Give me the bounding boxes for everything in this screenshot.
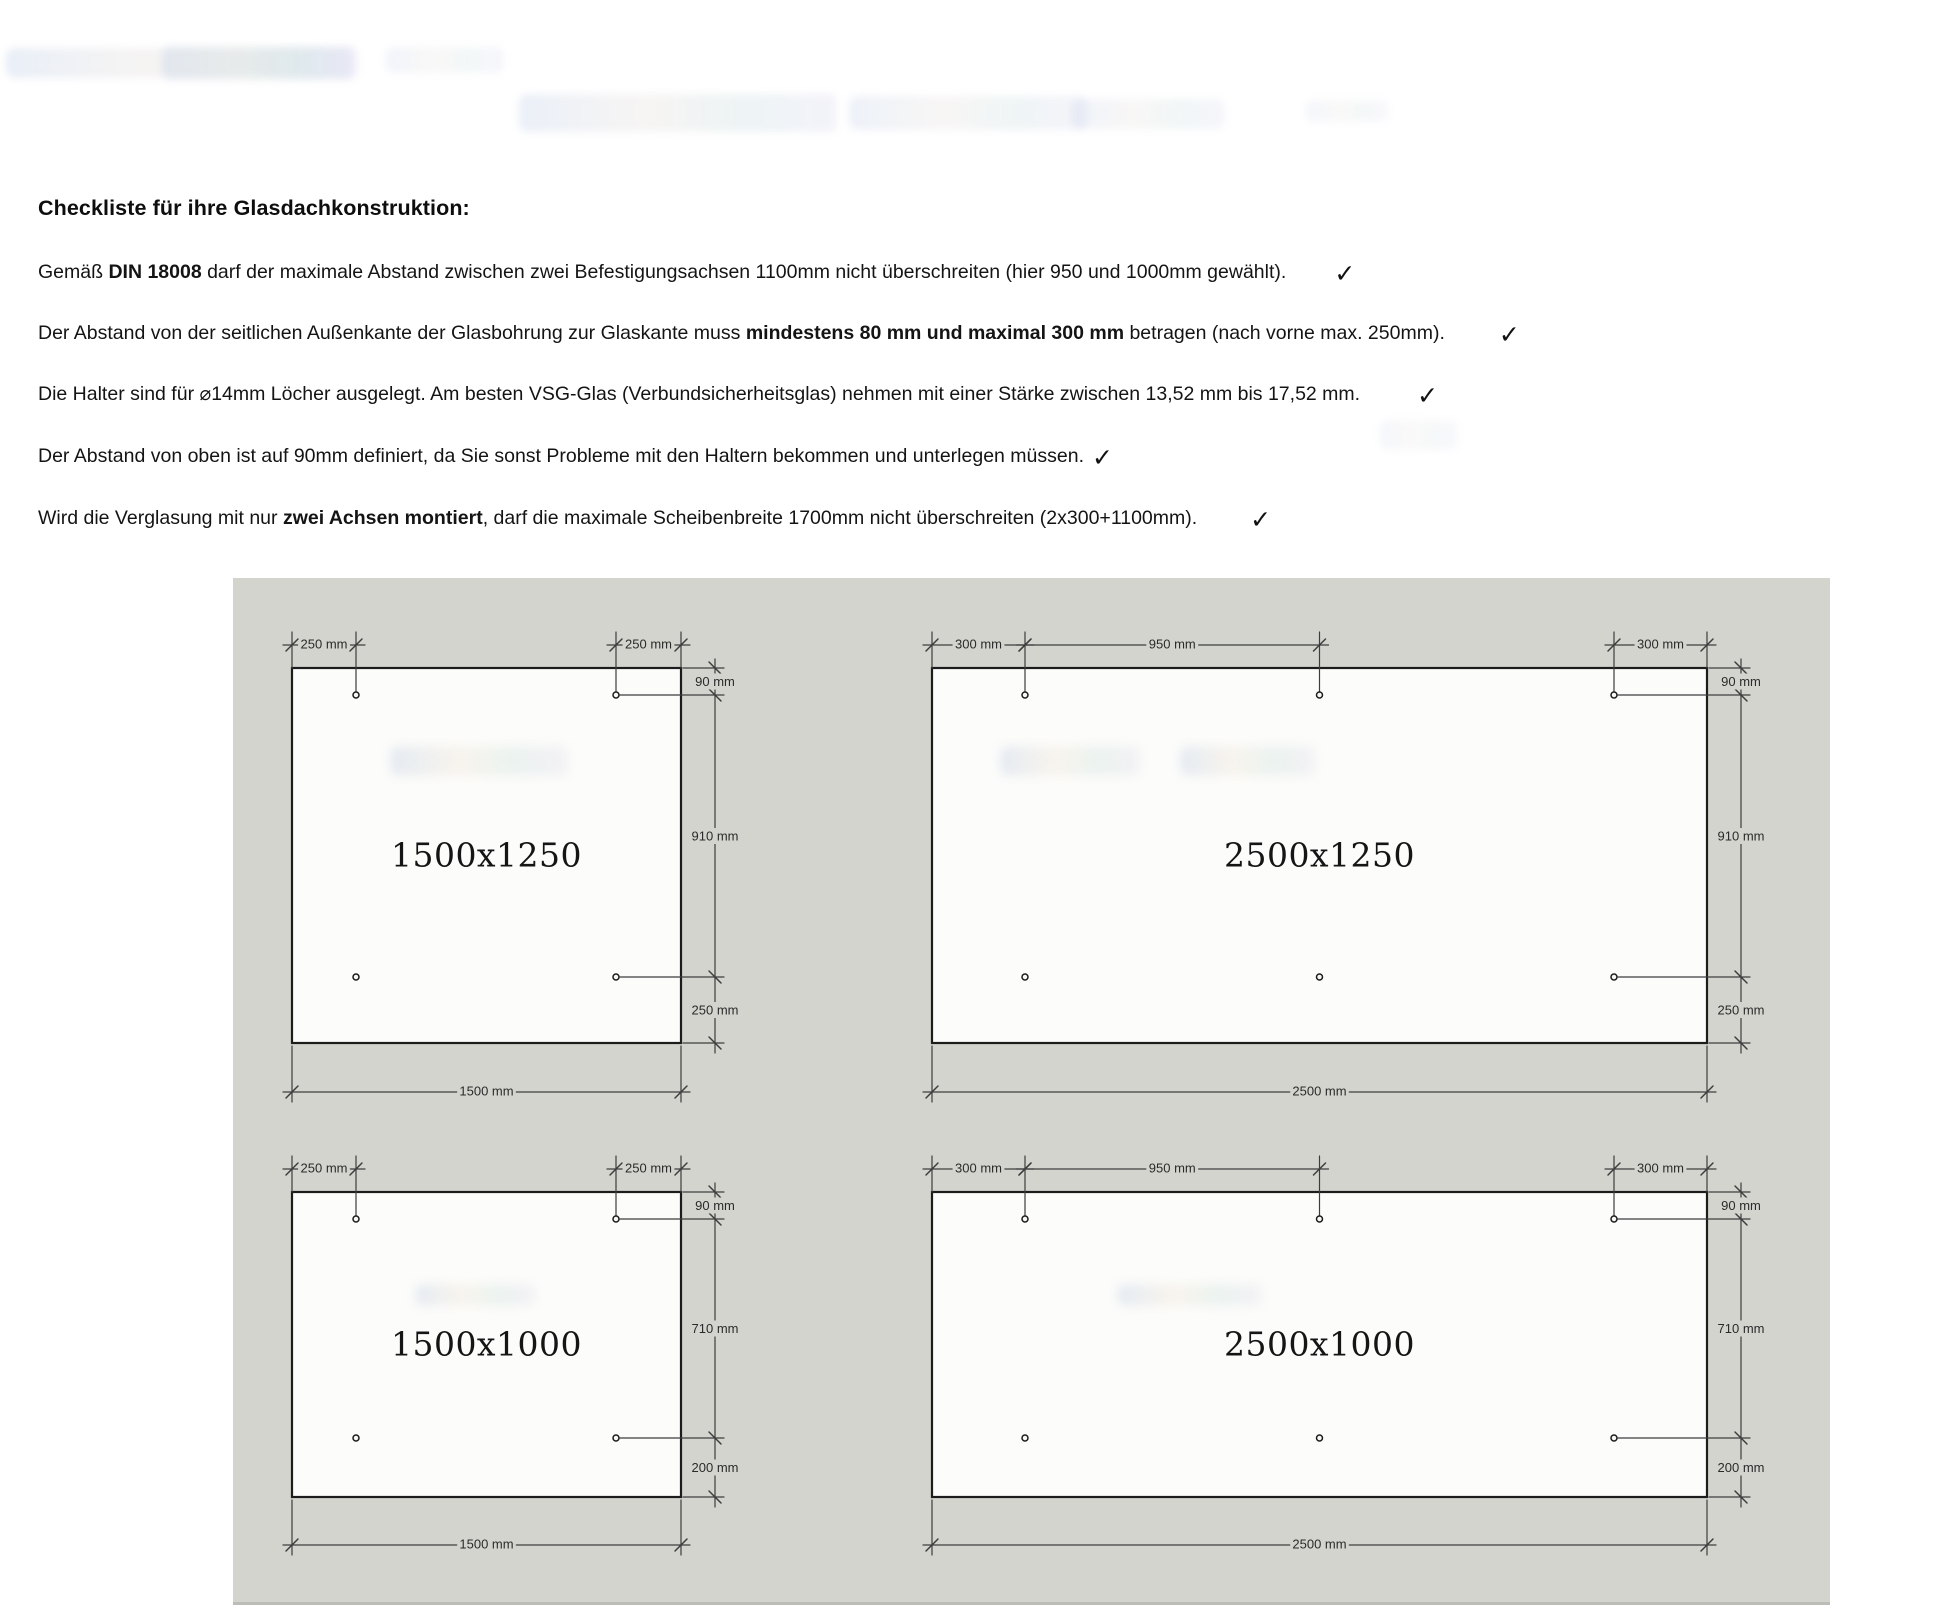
blurred-artifact [519,94,837,132]
drill-hole-icon [1317,1216,1323,1222]
drill-hole-icon [613,692,619,698]
item-text: Der Abstand von oben ist auf 90mm definiert, da Sie sonst Probleme mit den Haltern bekommen und unterlegen müssen. [38,445,1084,467]
blurred-artifact [6,48,354,78]
checkmark-icon: ✓ [1250,505,1272,534]
blurred-artifact [849,96,1087,130]
blurred-artifact [1180,746,1315,776]
dim-label: 90 mm [695,674,735,689]
drill-hole-icon [1317,692,1323,698]
item-text: Der Abstand von der seitlichen Außenkante der Glasbohrung zur Glaskante muss [38,322,746,344]
diagram-2500x1000 [923,1156,1765,1555]
dim-label: 910 mm [691,828,739,844]
glass-size-label: 1500x1000 [390,1324,583,1364]
checklist-item [38,504,1271,532]
dim-label: 250 mm [625,1160,672,1176]
checkmark-icon: ✓ [1498,320,1520,349]
blurred-artifact [415,1284,535,1306]
glass-size-label: 2500x1000 [1223,1324,1416,1364]
drill-hole-icon [1022,974,1028,980]
diagram-1500x1250 [283,632,739,1102]
checkmark-icon: ✓ [1334,259,1356,288]
dim-label: 2500 mm [1292,1536,1347,1552]
blurred-artifact [386,47,504,73]
dim-label: 200 mm [1717,1460,1765,1475]
checklist-item [38,380,1438,408]
drill-hole-icon [613,974,619,980]
dim-label: 1500 mm [459,1083,514,1099]
drill-hole-icon [1317,974,1323,980]
glass-dimension-drawings [233,578,1830,1602]
drill-hole-icon [613,1216,619,1222]
item-text: darf der maximale Abstand zwischen zwei Befestigungsachsen 1100mm nicht überschreiten (hier 950 und 1000mm gewählt). [201,261,1287,283]
diagram-panel [233,578,1830,1605]
dim-label: 200 mm [691,1460,739,1475]
drill-hole-icon [1022,1216,1028,1222]
drill-hole-icon [1022,1435,1028,1441]
dim-label: 90 mm [695,1198,735,1213]
drill-hole-icon [613,1435,619,1441]
item-text: Gemäß [38,261,109,283]
blurred-artifact [162,46,357,80]
dim-label: 250 mm [691,1002,739,1018]
drill-hole-icon [1611,1435,1617,1441]
item-text: Wird die Verglasung mit nur [38,507,283,529]
dim-label: 950 mm [1148,1160,1196,1176]
drill-hole-icon [1611,692,1617,698]
dim-label: 90 mm [1721,674,1761,689]
drill-hole-icon [353,1216,359,1222]
item-text: , darf die maximale Scheibenbreite 1700mm nicht überschreiten (2x300+1100mm). [482,507,1198,529]
dim-label: 250 mm [625,636,672,652]
checklist-item [38,319,1520,347]
diagram-1500x1000 [283,1156,739,1555]
drill-hole-icon [353,1435,359,1441]
dim-label: 250 mm [1717,1002,1765,1018]
checklist-item [38,258,1355,286]
checkmark-icon: ✓ [1092,443,1113,472]
dim-label: 300 mm [1637,636,1684,652]
dim-label: 910 mm [1717,828,1765,844]
drill-hole-icon [353,692,359,698]
blurred-artifact [1117,1284,1262,1306]
checklist-item [38,442,1113,470]
blurred-artifact [1072,99,1224,129]
dim-label: 710 mm [691,1321,739,1336]
diagram-2500x1250 [923,632,1765,1102]
item-text-bold: DIN 18008 [108,261,202,283]
dim-label: 2500 mm [1292,1083,1347,1099]
dim-label: 710 mm [1717,1321,1765,1336]
drill-hole-icon [1611,974,1617,980]
dim-label: 90 mm [1721,1198,1761,1213]
item-text: Die Halter sind für ⌀14mm Löcher ausgelegt. Am besten VSG-Glas (Verbundsicherheitsglas) nehmen mit einer Stärke zwischen 13,52 mm bis 17,52 mm. [38,383,1361,405]
drill-hole-icon [1317,1435,1323,1441]
blurred-artifact [1380,420,1458,450]
dim-label: 300 mm [1637,1160,1684,1176]
drill-hole-icon [353,974,359,980]
blurred-artifact [390,746,568,776]
blurred-artifact [1306,100,1388,122]
dim-label: 250 mm [300,1160,348,1176]
drill-hole-icon [1022,692,1028,698]
dim-label: 300 mm [955,636,1002,652]
dim-label: 1500 mm [459,1536,514,1552]
drill-hole-icon [1611,1216,1617,1222]
dim-label: 300 mm [955,1160,1002,1176]
dim-label: 250 mm [300,636,348,652]
item-text-bold: zwei Achsen montiert [282,507,483,529]
blurred-artifact [1000,746,1140,776]
glass-size-label: 2500x1250 [1223,835,1416,875]
checkmark-icon: ✓ [1417,381,1439,410]
glass-size-label: 1500x1250 [390,835,583,875]
item-text: betragen (nach vorne max. 250mm). [1124,322,1445,344]
page-title: Checkliste für ihre Glasdachkonstruktion: [38,196,470,220]
dim-label: 950 mm [1148,636,1196,652]
item-text-bold: mindestens 80 mm und maximal 300 mm [745,322,1125,344]
